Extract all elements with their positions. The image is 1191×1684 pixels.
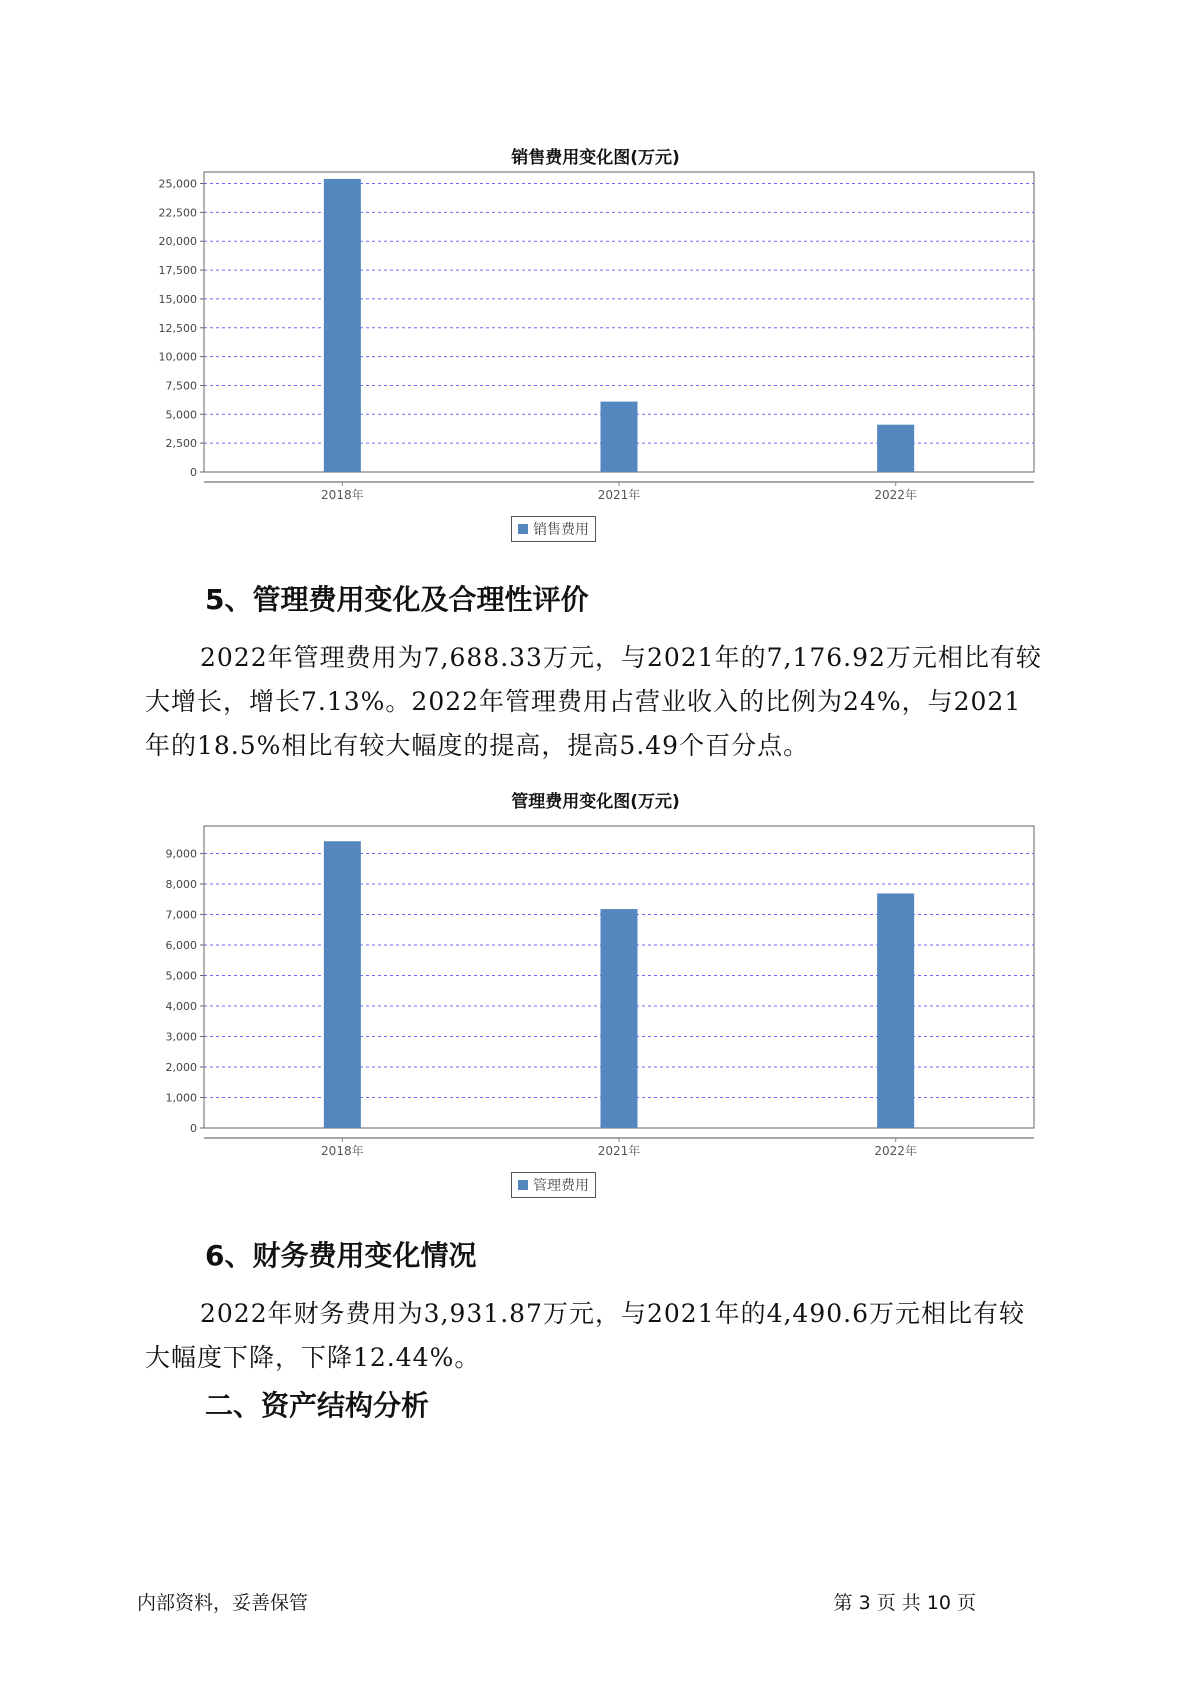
mgmt-chart-y-tick-label: 5,000 — [165, 969, 197, 983]
sales-chart-bar-0 — [324, 179, 361, 472]
sales-legend-label: 销售费用 — [533, 522, 589, 538]
mgmt-expense-heading: 5、管理费用变化及合理性评价 — [205, 583, 589, 616]
mgmt-chart-x-tick-label: 2021年 — [597, 1144, 641, 1156]
mgmt-expense-chart — [140, 824, 1040, 1156]
sales-chart-y-tick-label: 22,500 — [158, 206, 197, 220]
footer-confidential: 内部资料，妥善保管 — [137, 1592, 309, 1614]
footer-page-number: 第 3 页 共 10 页 — [833, 1592, 976, 1614]
sales-chart-x-tick-label: 2022年 — [874, 488, 917, 500]
sales-chart-x-tick-label: 2021年 — [597, 488, 641, 500]
sales-chart-x-tick-label: 2018年 — [321, 488, 364, 500]
mgmt-chart-bar-2 — [877, 893, 914, 1128]
mgmt-chart-y-tick-label: 8,000 — [165, 877, 197, 891]
sales-chart-y-tick-label: 10,000 — [158, 350, 197, 364]
sales-chart-title: 销售费用变化图(万元) — [511, 148, 680, 168]
sales-chart-y-tick-label: 0 — [190, 466, 197, 479]
sales-chart-legend — [511, 516, 596, 542]
sales-chart-bar-2 — [877, 425, 914, 472]
mgmt-expense-paragraph: 2022年管理费用为7,688.33万元，与2021年的7,176.92万元相比有较大增长，增长7.13%。2022年管理费用占营业收入的比例为24%，与2021年的18.5%相比有较大幅度的提高，提高5.49个百分点。 — [145, 643, 1042, 760]
sales-chart-bar-1 — [601, 402, 638, 472]
sales-chart-y-tick-label: 15,000 — [158, 292, 197, 306]
mgmt-chart-y-tick-label: 3,000 — [165, 1030, 197, 1044]
mgmt-chart-bar-1 — [601, 909, 638, 1128]
mgmt-chart-x-tick-label: 2018年 — [321, 1144, 364, 1156]
mgmt-chart-y-tick-label: 4,000 — [165, 999, 197, 1013]
fin-expense-paragraph: 2022年财务费用为3,931.87万元，与2021年的4,490.6万元相比有较大幅度下降，下降12.44%。 — [145, 1299, 1025, 1372]
sales-chart-y-tick-label: 12,500 — [158, 321, 197, 335]
fin-expense-heading: 6、财务费用变化情况 — [205, 1239, 477, 1272]
mgmt-chart-y-tick-label: 7,000 — [165, 908, 197, 922]
mgmt-chart-y-tick-label: 1,000 — [165, 1091, 197, 1105]
mgmt-chart-y-tick-label: 9,000 — [165, 847, 197, 861]
sales-chart-y-tick-label: 2,500 — [165, 437, 197, 451]
mgmt-chart-legend — [511, 1172, 596, 1198]
mgmt-chart-y-tick-label: 6,000 — [165, 938, 197, 952]
mgmt-chart-bar-0 — [324, 841, 361, 1128]
mgmt-chart-title: 管理费用变化图(万元) — [511, 792, 680, 812]
mgmt-legend-label: 管理费用 — [533, 1178, 589, 1194]
sales-expense-chart — [140, 170, 1040, 500]
asset-structure-heading: 二、资产结构分析 — [205, 1389, 430, 1422]
sales-chart-y-tick-label: 17,500 — [158, 264, 197, 278]
sales-chart-y-tick-label: 7,500 — [165, 379, 197, 393]
mgmt-chart-y-tick-label: 0 — [190, 1122, 197, 1135]
sales-chart-y-tick-label: 5,000 — [165, 408, 197, 422]
sales-chart-y-tick-label: 25,000 — [158, 177, 197, 191]
mgmt-chart-x-tick-label: 2022年 — [874, 1144, 917, 1156]
sales-expense-chart-svg — [140, 170, 1040, 500]
legend-swatch — [518, 1180, 528, 1190]
mgmt-chart-y-tick-label: 2,000 — [165, 1060, 197, 1074]
mgmt-expense-chart-svg — [140, 824, 1040, 1156]
sales-chart-y-tick-label: 20,000 — [158, 235, 197, 249]
legend-swatch — [518, 524, 528, 534]
